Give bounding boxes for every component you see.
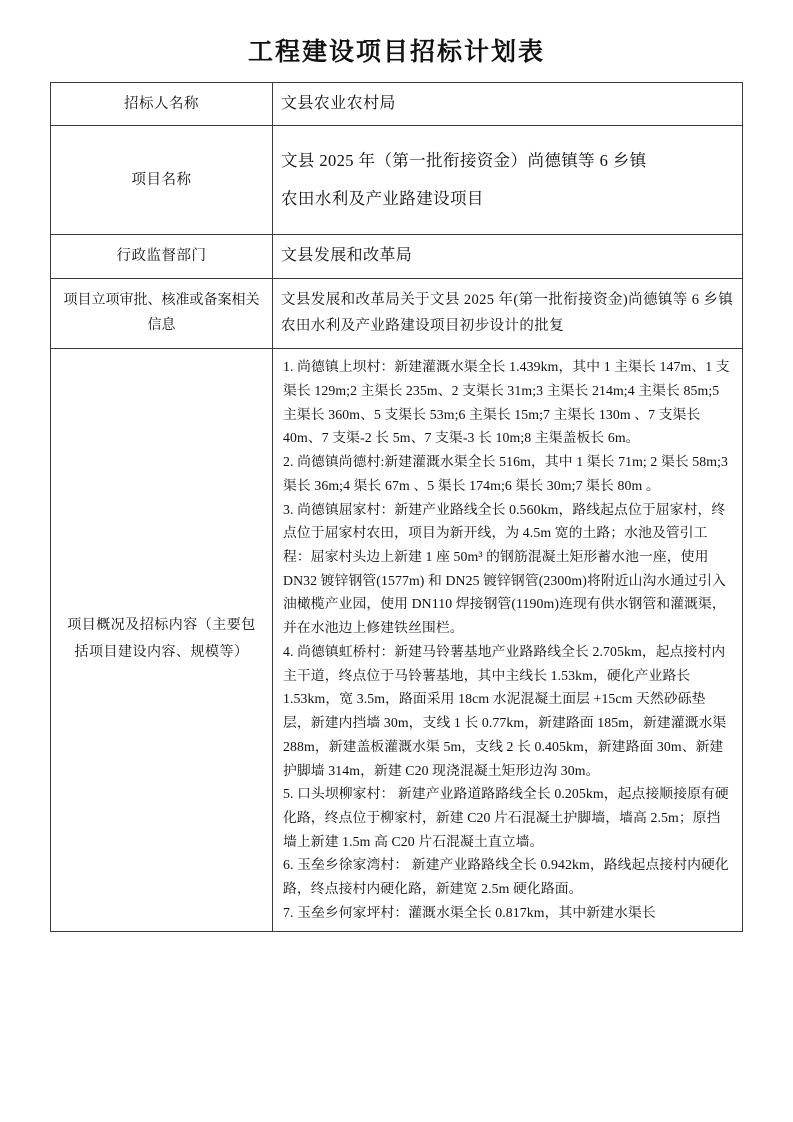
list-item: 6. 玉垒乡徐家湾村： 新建产业路路线全长 0.942km，路线起点接村内硬化路，终点接村内硬化路，新建宽 2.5m 硬化路面。 <box>283 857 729 897</box>
list-item: 7. 玉垒乡何家坪村：灌溉水渠全长 0.817km，其中新建水渠长 <box>283 904 656 920</box>
bid-plan-table <box>50 82 743 932</box>
table-row-project-name <box>51 126 743 235</box>
row-value-project-name <box>273 126 743 235</box>
row-label-project-scope: 项目概况及招标内容（主要包括项目建设内容、规模等） <box>51 349 273 931</box>
row-value-project-scope <box>273 349 743 931</box>
row-value-bidder: 文县农业农村局 <box>273 83 743 126</box>
row-value-supervision-dept: 文县发展和改革局 <box>273 235 743 278</box>
list-item: 5. 口头坝柳家村： 新建产业路道路路线全长 0.205km，起点接顺接原有硬化路，终点位于柳家村，新建 C20 片石混凝土护脚墙，墙高 2.5m；原挡墙上新建 1.5m 高 C20 片石混凝土直立墙。 <box>283 786 729 849</box>
table-row-project-scope <box>51 349 743 931</box>
table-row-approval-info <box>51 278 743 349</box>
row-value-approval-info: 文县发展和改革局关于文县 2025 年(第一批衔接资金)尚德镇等 6 乡镇农田水利及产业路建设项目初步设计的批复 <box>273 278 743 349</box>
list-item: 4. 尚德镇虹桥村：新建马铃薯基地产业路路线全长 2.705km，起点接村内主干道，终点位于马铃薯基地，其中主线长 1.53km，硬化产业路长 1.53km，宽 3.5m，路面采用 18cm 水泥混凝土面层 +15cm 天然砂砾垫层，新建内挡墙 30m，支线 1 长 0.77km，新建路面 185m，新建灌溉水渠 288m，新建盖板灌溉水渠 5m，支线 2 长 0.405km，新建路面 30m、新建护脚墙 314m，新建 C20 现浇混凝土矩形边沟 30m。 <box>283 643 727 778</box>
row-label-approval-info: 项目立项审批、核准或备案相关信息 <box>51 278 273 349</box>
project-name-line-1: 文县 2025 年（第一批衔接资金）尚德镇等 6 乡镇 <box>281 151 647 171</box>
table-row-supervision-dept <box>51 235 743 278</box>
list-item: 2. 尚德镇尚德村:新建灌溉水渠全长 516m，其中 1 渠长 71m; 2 渠长 58m;3 渠长 36m;4 渠长 67m 、5 渠长 174m;6 渠长 30m;7 渠长 80m 。 <box>283 454 729 493</box>
list-item: 3. 尚德镇屈家村：新建产业路线全长 0.560km，路线起点位于屈家村，终点位于屈家村农田，项目为新开线，为 4.5m 宽的土路；水池及管引工程：屈家村头边上新建 1 座 50m³ 的钢筋混凝土矩形蓄水池一座，使用 DN32 镀锌钢管(1577m) 和 DN25 镀锌钢管(2300m)将附近山沟水通过引入油橄榄产业园，使用 DN110 焊接钢管(1190m)连现有供水钢管和灌溉渠，并在水池边上修建铁丝围栏。 <box>283 501 726 636</box>
list-item: 1. 尚德镇上坝村：新建灌溉水渠全长 1.439km，其中 1 主渠长 147m、1 支渠长 129m;2 主渠长 235m、2 支渠长 31m;3 主渠长 214m;4 主渠长 85m;5 主渠长 360m、5 支渠长 53m;6 主渠长 15m;7 主渠长 130m 、7 支渠长 40m、7 支渠-2 长 5m、7 支渠-3 长 10m;8 主渠盖板长 6m。 <box>283 359 730 446</box>
page-title: 工程建设项目招标计划表 <box>247 37 545 66</box>
row-label-bidder: 招标人名称 <box>51 83 273 126</box>
project-name-line-2: 农田水利及产业路建设项目 <box>281 189 484 209</box>
row-label-project-name: 项目名称 <box>51 126 273 235</box>
row-label-supervision-dept: 行政监督部门 <box>51 235 273 278</box>
table-row-bidder <box>51 83 743 126</box>
project-scope-list <box>283 355 732 924</box>
